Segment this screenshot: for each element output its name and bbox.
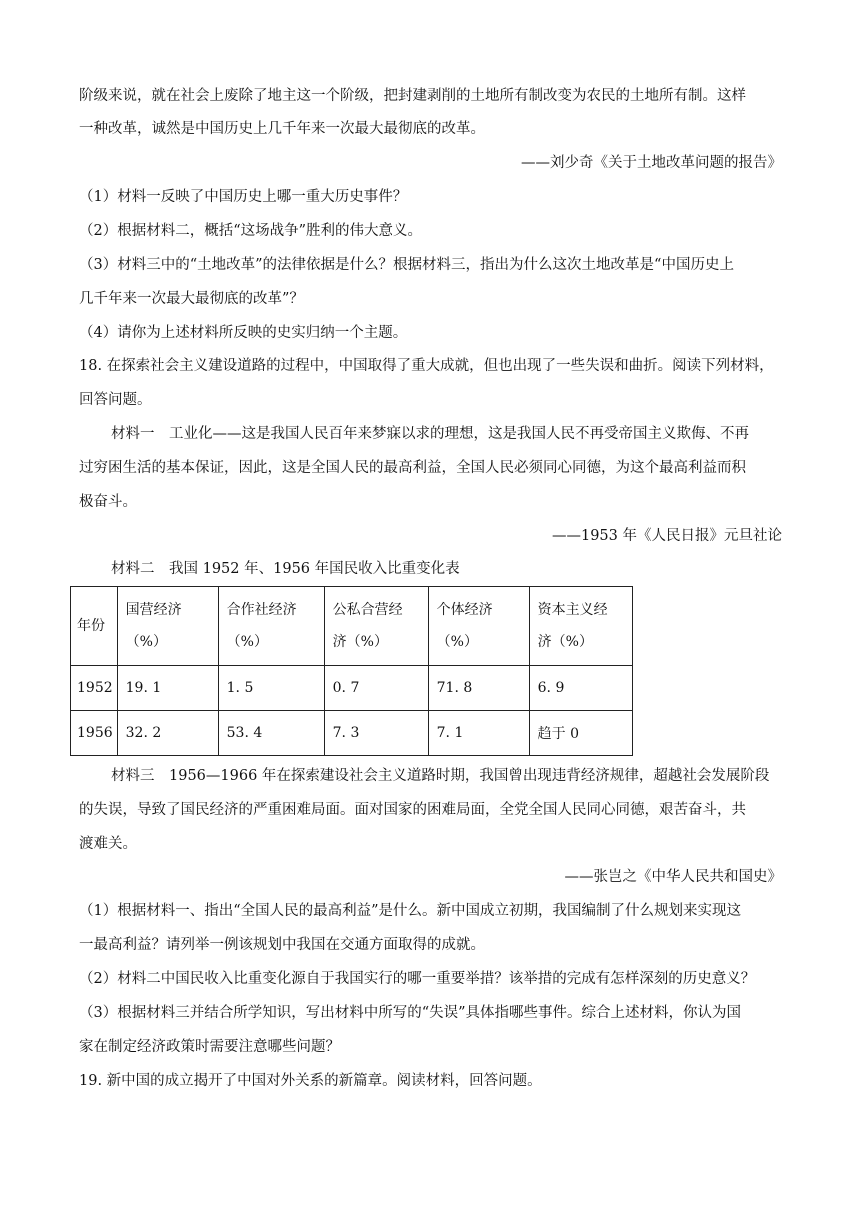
header-text: 合作社经济: [226, 602, 297, 618]
material-text-line: 渡难关。: [79, 836, 137, 852]
table-cell: 71. 8: [428, 666, 529, 711]
question-item: （2）材料二中国民收入比重变化源自于我国实行的哪一重要举措？该举措的完成有怎样深刻的历史意义？: [79, 971, 756, 987]
question-item: 家在制定经济政策时需要注意哪些问题？: [79, 1039, 340, 1055]
question-item: （2）根据材料二，概括“这场战争”胜利的伟大意义。: [79, 223, 423, 239]
table-cell: 53. 4: [218, 711, 324, 756]
header-text: 资本主义经: [537, 602, 608, 618]
header-text: 济（%）: [537, 634, 593, 650]
question-item: （3）根据材料三并结合所学知识，写出材料中所写的“失误”具体指哪些事件。综合上述材料，你认为国: [79, 1005, 742, 1021]
source-citation: ——张岂之《中华人民共和国史》: [564, 869, 782, 885]
table-cell: 趋于 0: [529, 711, 632, 756]
header-cell: [324, 587, 428, 666]
header-text: （%）: [436, 634, 478, 650]
question-item: （1）根据材料一、指出“全国人民的最高利益”是什么。新中国成立初期，我国编制了什么规划来实现这: [79, 903, 742, 919]
question-heading: 19. 新中国的成立揭开了中国对外关系的新篇章。阅读材料，回答问题。: [79, 1073, 542, 1089]
header-text: 国营经济: [125, 602, 182, 618]
question-item: （4）请你为上述材料所反映的史实归纳一个主题。: [79, 325, 408, 341]
income-share-table: [70, 586, 633, 756]
header-text: （%）: [226, 634, 268, 650]
table-row: [71, 666, 633, 711]
question-item: 一最高利益？请列举一例该规划中我国在交通方面取得的成就。: [79, 937, 485, 953]
table-cell: 7. 3: [324, 711, 428, 756]
header-text: （%）: [125, 634, 167, 650]
material-text-line: 的失误，导致了国民经济的严重困难局面。面对国家的困难局面，全党全国人民同心同德，艰苦奋斗，共: [79, 802, 746, 818]
table-cell-year: 1952: [71, 666, 118, 711]
question-heading: 18. 在探索社会主义建设道路的过程中，中国取得了重大成就，但也出现了一些失误和曲折。阅读下列材料，: [79, 358, 774, 374]
material-text-line: 极奋斗。: [79, 494, 137, 510]
source-citation: ——刘少奇《关于土地改革问题的报告》: [521, 155, 782, 171]
table-cell: 0. 7: [324, 666, 428, 711]
table-cell: 6. 9: [529, 666, 632, 711]
header-text: 公私合营经: [332, 602, 403, 618]
material-text-line: 阶级来说，就在社会上废除了地主这一个阶级，把封建剥削的土地所有制改变为农民的土地所有制。这样: [79, 88, 746, 104]
header-cell: [218, 587, 324, 666]
table-caption: 材料二 我国 1952 年、1956 年国民收入比重变化表: [111, 561, 460, 577]
table-row: [71, 711, 633, 756]
header-text: 年份: [77, 618, 105, 634]
table-cell: 7. 1: [428, 711, 529, 756]
material-text-line: 材料一 工业化——这是我国人民百年来梦寐以求的理想，这是我国人民不再受帝国主义欺侮、不再: [111, 426, 749, 442]
header-cell: [529, 587, 632, 666]
table-cell-year: 1956: [71, 711, 118, 756]
question-item: （1）材料一反映了中国历史上哪一重大历史事件？: [79, 189, 408, 205]
question-heading: 回答问题。: [79, 392, 152, 408]
material-text-line: 材料三 1956—1966 年在探索建设社会主义道路时期，我国曾出现违背经济规律，超越社会发展阶段: [111, 768, 770, 784]
table-header-row: [71, 587, 633, 666]
question-item: （3）材料三中的“土地改革”的法律依据是什么？根据材料三，指出为什么这次土地改革是“中国历史上: [79, 257, 734, 273]
table-cell: 19. 1: [117, 666, 218, 711]
source-citation: ——1953 年《人民日报》元旦社论: [551, 528, 782, 544]
header-cell: [117, 587, 218, 666]
header-cell: [428, 587, 529, 666]
question-item: 几千年来一次最大最彻底的改革”？: [79, 291, 304, 307]
header-text: 济（%）: [332, 634, 388, 650]
header-cell: [71, 587, 118, 666]
material-text-line: 过穷困生活的基本保证，因此，这是全国人民的最高利益，全国人民必须同心同德，为这个最高利益而积: [79, 460, 746, 476]
table-cell: 32. 2: [117, 711, 218, 756]
material-text-line: 一种改革，诚然是中国历史上几千年来一次最大最彻底的改革。: [79, 121, 485, 137]
table-cell: 1. 5: [218, 666, 324, 711]
header-text: 个体经济: [436, 602, 493, 618]
